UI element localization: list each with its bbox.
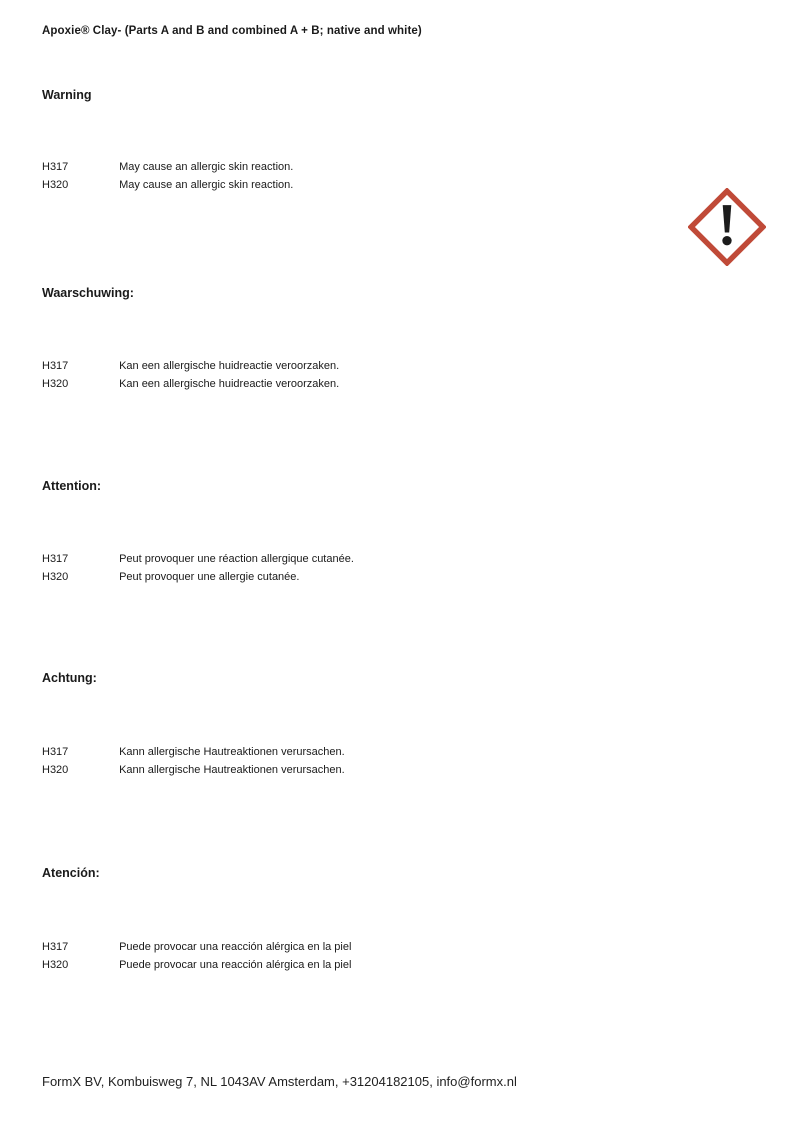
hazard-code: H317 [42,360,69,372]
hazard-code: H317 [42,941,69,953]
hazard-row [42,571,299,583]
hazard-statement: Kann allergische Hautreaktionen verursachen. [119,746,345,758]
section-heading-warning: Warning [42,88,92,102]
hazard-row [42,764,345,776]
hazard-row [42,746,345,758]
hazard-code: H317 [42,553,69,565]
section-heading-attention: Attention: [42,479,102,493]
hazard-statement: Puede provocar una reacción alérgica en la piel [119,959,352,971]
hazard-statement: Puede provocar una reacción alérgica en la piel [119,941,352,953]
footer-contact: FormX BV, Kombuisweg 7, NL 1043AV Amsterdam, +31204182105, info@formx.nl [42,1074,517,1089]
hazard-statement: Kan een allergische huidreactie veroorzaken. [119,378,340,390]
hazard-row [42,179,293,191]
hazard-row [42,360,339,372]
section-heading-atencion: Atención: [42,866,100,880]
hazard-row [42,553,354,565]
hazard-row [42,378,339,390]
hazard-statement: May cause an allergic skin reaction. [119,161,294,173]
hazard-code: H317 [42,746,69,758]
hazard-code: H317 [42,161,69,173]
hazard-statement: Kann allergische Hautreaktionen verursachen. [119,764,345,776]
hazard-statement: Peut provoquer une réaction allergique cutanée. [119,553,354,565]
section-heading-waarschuwing: Waarschuwing: [42,286,134,300]
hazard-row [42,959,351,971]
hazard-code: H320 [42,378,69,390]
hazard-row [42,941,351,953]
hazard-code: H320 [42,959,69,971]
hazard-statement: May cause an allergic skin reaction. [119,179,294,191]
hazard-row [42,161,293,173]
hazard-code: H320 [42,179,69,191]
hazard-code: H320 [42,571,69,583]
hazard-statement: Kan een allergische huidreactie veroorzaken. [119,360,340,372]
document-title: Apoxie® Clay- (Parts A and B and combined A + B; native and white) [42,25,422,37]
ghs07-exclamation-icon [688,188,766,266]
hazard-code: H320 [42,764,69,776]
section-heading-achtung: Achtung: [42,671,97,685]
exclamation-dot [722,236,731,245]
hazard-statement: Peut provoquer une allergie cutanée. [119,571,300,583]
